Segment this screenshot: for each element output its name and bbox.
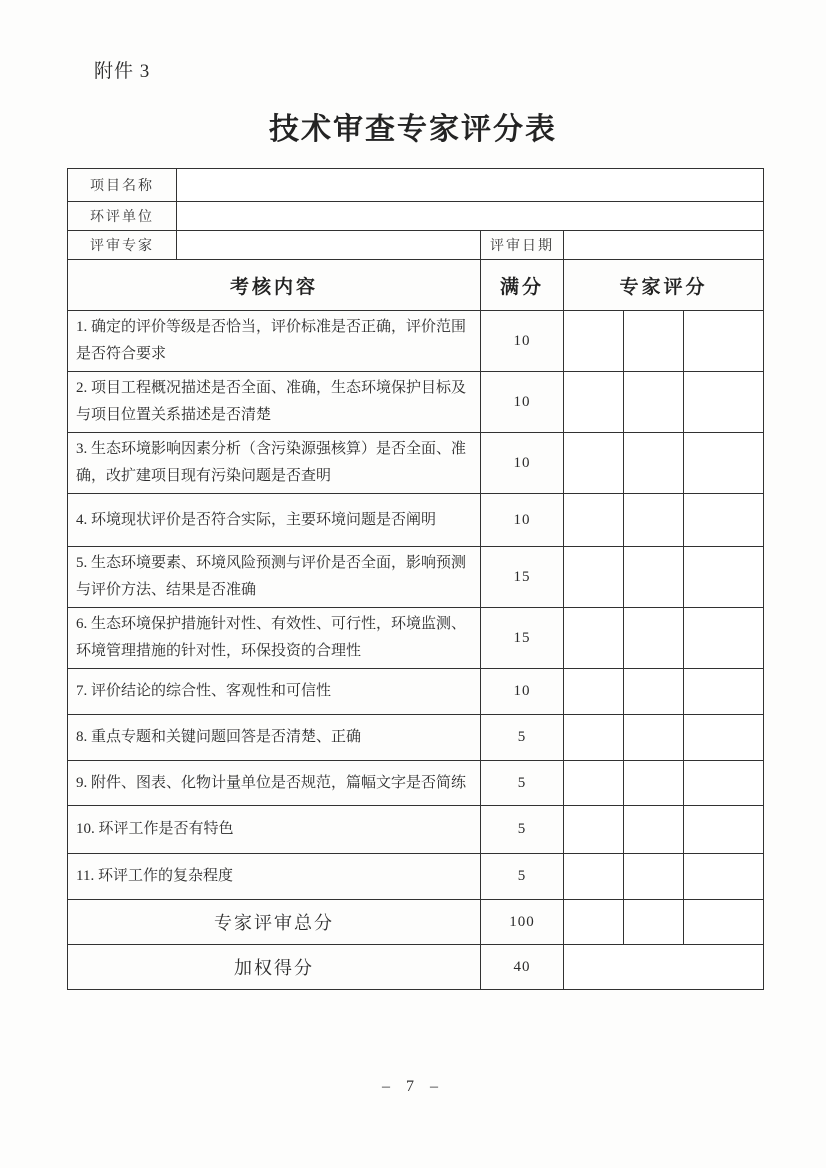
table-header-row xyxy=(68,260,764,311)
review-date-value xyxy=(564,231,764,260)
expert-score-cell xyxy=(624,547,684,608)
expert-score-cell xyxy=(624,761,684,806)
page-title: 技术审查专家评分表 xyxy=(269,113,557,146)
project-name-value xyxy=(177,169,764,202)
expert-score-cell xyxy=(564,547,624,608)
expert-score-cell xyxy=(684,608,764,669)
criterion-text: 8. 重点专题和关键问题回答是否清楚、正确 xyxy=(68,715,481,761)
table-row xyxy=(68,806,764,854)
expert-score-cell xyxy=(684,311,764,372)
expert-score-cell xyxy=(624,900,684,945)
expert-score-cell xyxy=(564,761,624,806)
expert-score-cell xyxy=(564,669,624,715)
expert-score-cell xyxy=(624,669,684,715)
weighted-score-label: 加权得分 xyxy=(68,945,481,990)
table-row xyxy=(68,761,764,806)
criterion-text: 1. 确定的评价等级是否恰当，评价标准是否正确，评价范围是否符合要求 xyxy=(68,311,481,372)
expert-score-cell xyxy=(624,806,684,854)
info-row-project xyxy=(68,169,764,202)
weighted-score-value: 40 xyxy=(481,945,564,990)
table-row xyxy=(68,854,764,900)
criterion-text: 4. 环境现状评价是否符合实际，主要环境问题是否阐明 xyxy=(68,494,481,547)
full-score-value: 5 xyxy=(481,761,564,806)
expert-score-cell xyxy=(684,854,764,900)
review-expert-label: 评审专家 xyxy=(68,231,177,260)
expert-score-cell xyxy=(564,608,624,669)
total-score-value: 100 xyxy=(481,900,564,945)
criterion-text: 7. 评价结论的综合性、客观性和可信性 xyxy=(68,669,481,715)
page-number: – 7 – xyxy=(382,1078,444,1095)
expert-score-cell xyxy=(684,433,764,494)
criterion-text: 5. 生态环境要素、环境风险预测与评价是否全面，影响预测与评价方法、结果是否准确 xyxy=(68,547,481,608)
expert-score-cell xyxy=(564,372,624,433)
weighted-score-cell xyxy=(564,945,764,990)
expert-score-cell xyxy=(624,311,684,372)
expert-score-cell xyxy=(624,372,684,433)
expert-score-cell xyxy=(564,311,624,372)
full-score-value: 5 xyxy=(481,854,564,900)
expert-score-cell xyxy=(684,806,764,854)
total-score-label: 专家评审总分 xyxy=(68,900,481,945)
expert-score-cell xyxy=(564,900,624,945)
header-full-score: 满分 xyxy=(481,260,564,311)
header-assessment-content: 考核内容 xyxy=(68,260,481,311)
expert-score-cell xyxy=(564,433,624,494)
expert-score-cell xyxy=(564,494,624,547)
info-row-eia-unit xyxy=(68,202,764,231)
expert-score-cell xyxy=(684,715,764,761)
expert-score-cell xyxy=(564,854,624,900)
full-score-value: 5 xyxy=(481,806,564,854)
full-score-value: 10 xyxy=(481,311,564,372)
full-score-value: 10 xyxy=(481,494,564,547)
table-row xyxy=(68,669,764,715)
criterion-text: 10. 环评工作是否有特色 xyxy=(68,806,481,854)
table-row xyxy=(68,372,764,433)
expert-score-cell xyxy=(564,715,624,761)
info-row-expert xyxy=(68,231,764,260)
table-row xyxy=(68,433,764,494)
attachment-label: 附件 3 xyxy=(94,61,151,82)
full-score-value: 15 xyxy=(481,547,564,608)
header-expert-score: 专家评分 xyxy=(564,260,764,311)
expert-score-cell xyxy=(684,494,764,547)
criterion-text: 6. 生态环境保护措施针对性、有效性、可行性，环境监测、环境管理措施的针对性，环保投资的合理性 xyxy=(68,608,481,669)
expert-score-cell xyxy=(684,547,764,608)
table-row xyxy=(68,608,764,669)
criterion-text: 2. 项目工程概况描述是否全面、准确，生态环境保护目标及与项目位置关系描述是否清楚 xyxy=(68,372,481,433)
table-row xyxy=(68,715,764,761)
expert-score-cell xyxy=(624,854,684,900)
expert-score-cell xyxy=(624,433,684,494)
eia-unit-label: 环评单位 xyxy=(68,202,177,231)
criterion-text: 3. 生态环境影响因素分析（含污染源强核算）是否全面、准确，改扩建项目现有污染问题是否查明 xyxy=(68,433,481,494)
full-score-value: 5 xyxy=(481,715,564,761)
total-row xyxy=(68,900,764,945)
table-row xyxy=(68,311,764,372)
criterion-text: 11. 环评工作的复杂程度 xyxy=(68,854,481,900)
scoring-table xyxy=(67,168,764,990)
expert-score-cell xyxy=(624,494,684,547)
eia-unit-value xyxy=(177,202,764,231)
expert-score-cell xyxy=(624,608,684,669)
table-row xyxy=(68,494,764,547)
project-name-label: 项目名称 xyxy=(68,169,177,202)
review-date-label: 评审日期 xyxy=(481,231,564,260)
expert-score-cell xyxy=(564,806,624,854)
weighted-row xyxy=(68,945,764,990)
full-score-value: 10 xyxy=(481,372,564,433)
full-score-value: 10 xyxy=(481,433,564,494)
full-score-value: 10 xyxy=(481,669,564,715)
expert-score-cell xyxy=(684,900,764,945)
table-row xyxy=(68,547,764,608)
criterion-text: 9. 附件、图表、化物计量单位是否规范，篇幅文字是否简练 xyxy=(68,761,481,806)
review-expert-value xyxy=(177,231,481,260)
expert-score-cell xyxy=(684,372,764,433)
full-score-value: 15 xyxy=(481,608,564,669)
expert-score-cell xyxy=(684,669,764,715)
expert-score-cell xyxy=(624,715,684,761)
expert-score-cell xyxy=(684,761,764,806)
